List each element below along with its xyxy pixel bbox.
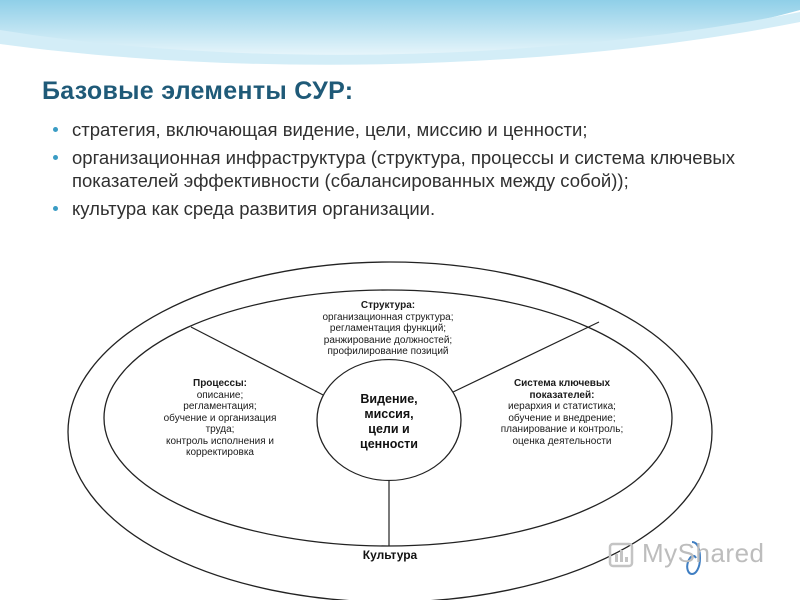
center-text (324, 392, 454, 452)
bullet-item-infrastructure: организационная инфраструктура (структура, процессы и система ключевых показателей эффективности (сбалансированных между собой)); (50, 146, 750, 192)
structure-heading: Структура: (360, 300, 416, 311)
processes-block (140, 378, 300, 459)
structure-block (288, 300, 488, 358)
bullet-item-culture: культура как среда развития организации. (50, 197, 750, 220)
center-line: ценности (360, 437, 418, 451)
kpi-block (472, 378, 652, 447)
processes-line: труда; (205, 424, 235, 435)
bullet-item-strategy: стратегия, включающая видение, цели, миссию и ценности; (50, 118, 750, 141)
structure-line: ранжирование должностей; (323, 334, 453, 346)
center-line: цели и (368, 422, 410, 436)
kpi-line: иерархия и статистика; (508, 401, 616, 412)
watermark-text: MyShared (642, 538, 765, 568)
kpi-heading: показателей: (529, 389, 595, 401)
processes-line: корректировка (186, 447, 254, 458)
kpi-line: оценка деятельности (512, 435, 612, 447)
center-line: Видение, (360, 392, 418, 406)
center-line: миссия, (364, 407, 414, 421)
kpi-heading: Система ключевых (513, 378, 611, 389)
processes-line: описание; (196, 389, 244, 401)
kpi-line: обучение и внедрение; (508, 412, 616, 424)
processes-line: регламентация; (183, 401, 257, 412)
kpi-line: планирование и контроль; (500, 424, 624, 435)
processes-line: обучение и организация (163, 412, 277, 424)
culture-label: Культура (362, 548, 418, 562)
structure-line: организационная структура; (322, 311, 454, 323)
processes-line: контроль исполнения и (165, 435, 275, 447)
processes-heading: Процессы: (193, 378, 247, 389)
slide-title: Базовые элементы СУР: (42, 77, 354, 105)
structure-line: регламентация функций; (329, 323, 447, 334)
structure-line: профилирование позиций (327, 346, 449, 357)
